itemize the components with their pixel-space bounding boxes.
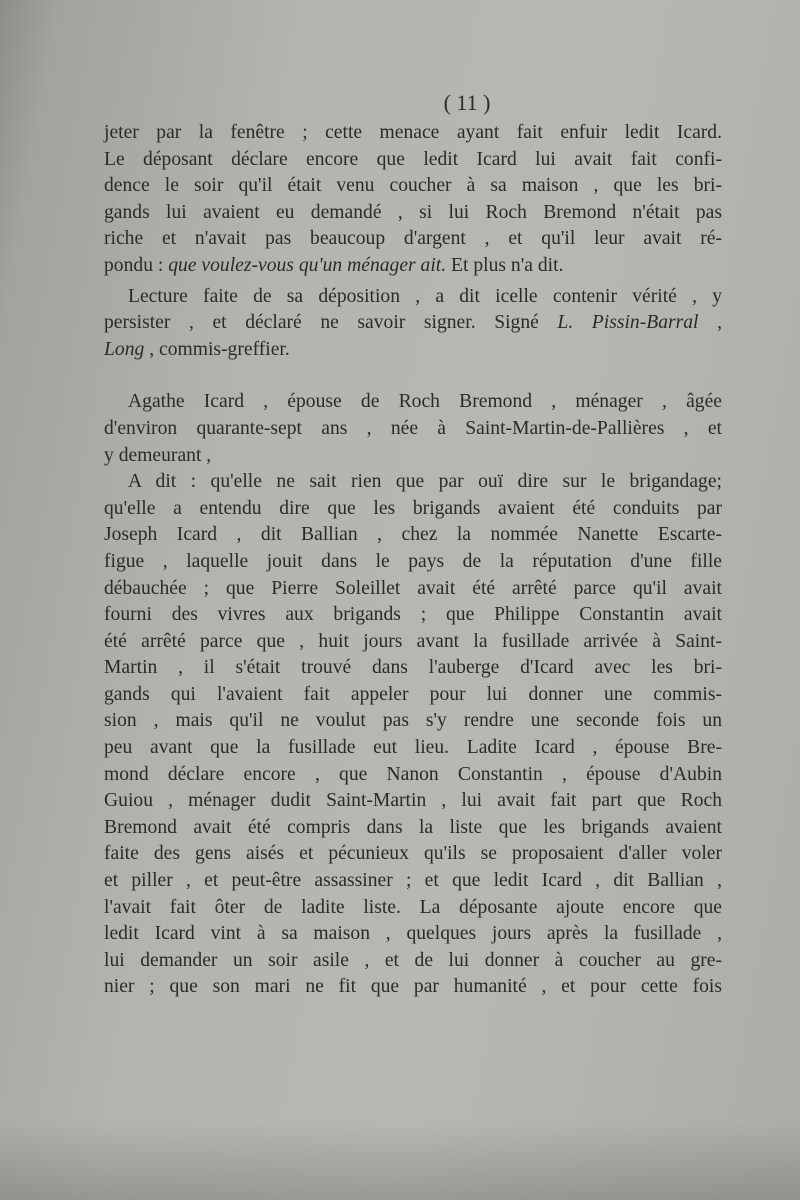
text-line: Joseph Icard , dit Ballian , chez la nommée Nanette Escarte- <box>104 524 722 546</box>
text-line: Le déposant déclare encore que ledit Icard lui avait fait confi- <box>104 148 722 170</box>
text-segment: persister , et déclaré ne savoir signer. Signé <box>104 312 558 334</box>
quoted-reply: que voulez-vous qu'un ménager ait. <box>168 254 447 276</box>
text-segment: , commis-greffier. <box>144 338 290 360</box>
text-line: Lecture faite de sa déposition , a dit icelle contenir vérité , y <box>128 285 722 307</box>
text-line <box>104 253 722 280</box>
text-line: jeter par la fenêtre ; cette menace ayant fait enfuir ledit Icard. <box>104 122 722 143</box>
text-line: Bremond avait été compris dans la liste que les brigands avaient <box>104 816 722 838</box>
clerk-name: Long <box>104 338 145 360</box>
text-line <box>104 337 722 364</box>
text-line: riche et n'avait pas beaucoup d'argent , et qu'il leur avait ré- <box>104 228 722 250</box>
text-line: débauchée ; que Pierre Soleillet avait été arrêté parce qu'il avait <box>104 577 722 599</box>
text-line: mond déclare encore , que Nanon Constantin , épouse d'Aubin <box>104 763 722 785</box>
text-line: qu'elle a entendu dire que les brigands avaient été conduits par <box>104 497 722 519</box>
text-line: sion , mais qu'il ne voulut pas s'y rendre une seconde fois un <box>104 710 722 732</box>
text-line: gands qui l'avaient fait appeler pour lui donner une commis- <box>104 683 722 705</box>
text-line: fourni des vivres aux brigands ; que Philippe Constantin avait <box>104 604 722 626</box>
text-line: figue , laquelle jouit dans le pays de la réputation d'une fille <box>104 550 722 572</box>
text-line: et piller , et peut-être assassiner ; et que ledit Icard , dit Ballian , <box>104 870 722 892</box>
text-line: faite des gens aisés et pécunieux qu'ils se proposaient d'aller voler <box>104 843 722 865</box>
paragraph-gap <box>104 363 722 389</box>
text-line: ledit Icard vint à sa maison , quelques jours après la fusillade , <box>104 923 722 945</box>
page-text <box>104 86 722 1001</box>
text-line: Guiou , ménager dudit Saint-Martin , lui avait fait part que Roch <box>104 790 722 812</box>
text-line: été arrêté parce que , huit jours avant la fusillade arrivée à Saint- <box>104 630 722 652</box>
text-line: d'environ quarante-sept ans , née à Saint-Martin-de-Pallières , et <box>104 417 722 439</box>
signature-name: L. Pissin-Barral <box>557 312 699 334</box>
text-segment: , <box>698 312 722 334</box>
page-number: ( 11 ) <box>443 90 491 115</box>
text-line: nier ; que son mari ne fit que par humanité , et pour cette fois <box>104 976 722 998</box>
text-line: lui demander un soir asile , et de lui donner à coucher au gre- <box>104 949 722 971</box>
text-line: gands lui avaient eu demandé , si lui Roch Bremond n'était pas <box>104 201 722 223</box>
text-line: A dit : qu'elle ne sait rien que par ouï dire sur le brigandage; <box>128 471 722 493</box>
text-line: Agathe Icard , épouse de Roch Bremond , ménager , âgée <box>128 391 722 413</box>
text-line: dence le soir qu'il était venu coucher à sa maison , que les bri- <box>104 175 722 197</box>
text-segment: pondu : <box>104 254 169 276</box>
paragraph-reading <box>104 284 722 364</box>
text-line: y demeurant , <box>104 444 212 466</box>
text-line: peu avant que la fusillade eut lieu. Ladite Icard , épouse Bre- <box>104 737 722 759</box>
text-line <box>104 310 722 337</box>
page-shadow <box>0 1120 800 1200</box>
text-line: Martin , il s'était trouvé dans l'auberge d'Icard avec les bri- <box>104 657 722 679</box>
text-line: l'avait fait ôter de ladite liste. La déposante ajoute encore que <box>104 896 722 918</box>
text-segment: Et plus n'a dit. <box>446 254 564 276</box>
paragraph-witness <box>104 389 722 469</box>
paragraph-testimony-end <box>104 120 722 280</box>
paragraph-deposition <box>104 469 722 1001</box>
